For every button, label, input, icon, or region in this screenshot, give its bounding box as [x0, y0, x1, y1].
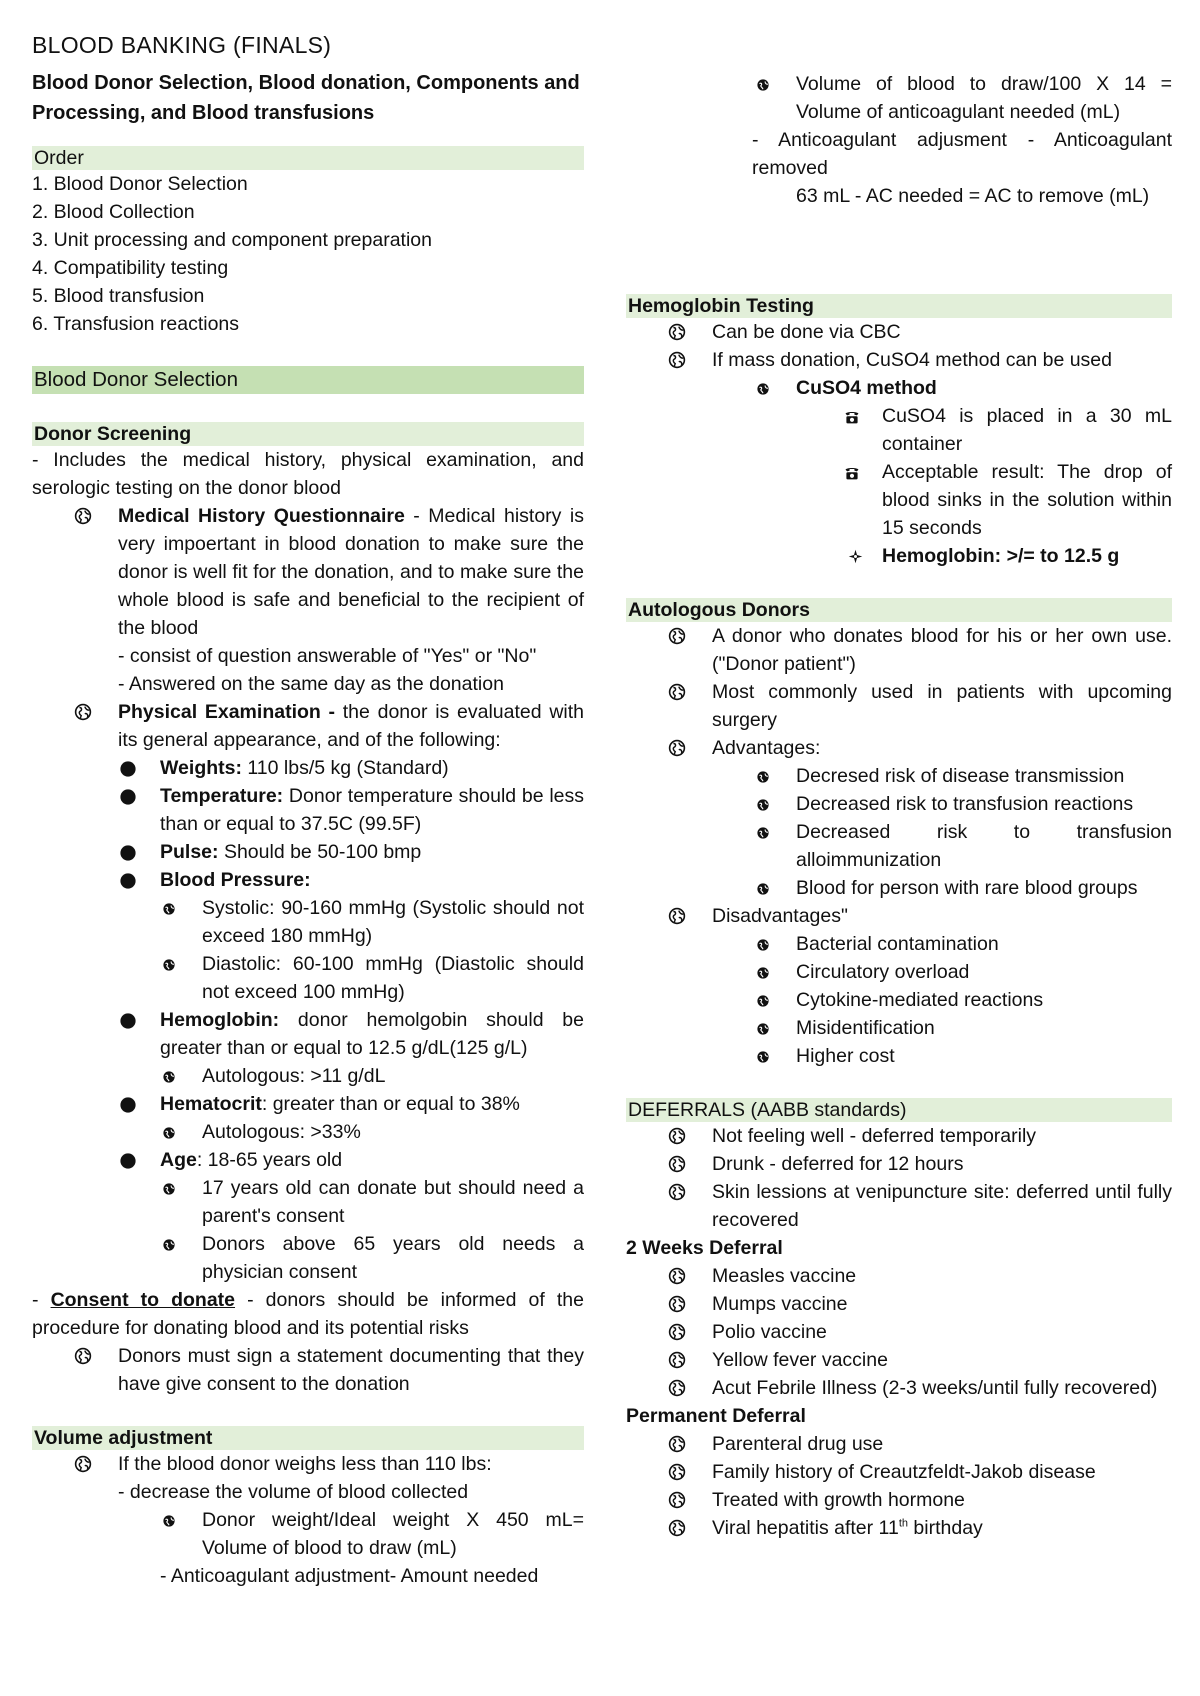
small-globe-icon — [756, 826, 770, 840]
hematocrit-autologous-text: Autologous: >33% — [202, 1121, 361, 1143]
globe-icon — [668, 739, 686, 757]
diastolic-item — [32, 950, 584, 1006]
advantage-item — [626, 790, 1172, 818]
deferral-item — [626, 1122, 1172, 1150]
small-globe-icon — [756, 882, 770, 896]
small-globe-icon — [162, 1238, 176, 1252]
diastolic-text: Diastolic: 60-100 mmHg (Diastolic should not exceed 100 mmHg) — [202, 953, 584, 1003]
autologous-text: Most commonly used in patients with upcoming surgery — [712, 681, 1172, 731]
advantage-item — [626, 818, 1172, 874]
permanent-deferral-item — [626, 1430, 1172, 1458]
two-week-deferral-item — [626, 1290, 1172, 1318]
volume-adjustment-note: - decrease the volume of blood collected — [118, 1481, 469, 1503]
cuso4-step-item — [626, 458, 1172, 542]
pulse-label: Pulse: — [160, 841, 219, 863]
advantage-item — [626, 762, 1172, 790]
small-globe-icon — [162, 1182, 176, 1196]
consent-text: - donors should be informed of the procedure for donating blood and its potential risks — [32, 1289, 584, 1339]
globe-icon — [668, 1295, 686, 1313]
blood-pressure-label: Blood Pressure: — [160, 869, 311, 891]
hemoglobin-autologous-item — [32, 1062, 584, 1090]
viral-hepatitis-text-end: birthday — [908, 1517, 983, 1539]
two-week-deferral-list — [626, 1262, 1172, 1402]
deferral-item — [626, 1178, 1172, 1234]
deferrals-heading: DEFERRALS (AABB standards) — [626, 1098, 1172, 1122]
anticoagulant-adjustment-line: - Anticoagulant adjustment- Amount needed — [160, 1565, 539, 1587]
hemoglobin-threshold-text: Hemoglobin: >/= to 12.5 g — [882, 545, 1120, 567]
globe-icon — [74, 703, 92, 721]
two-week-deferral-text: Mumps vaccine — [712, 1293, 848, 1315]
cuso4-step-text: CuSO4 is placed in a 30 mL container — [882, 405, 1172, 455]
weights-text: 110 lbs/5 kg (Standard) — [241, 757, 449, 779]
globe-icon — [668, 1127, 686, 1145]
two-week-deferral-item — [626, 1346, 1172, 1374]
permanent-deferral-list — [626, 1430, 1172, 1542]
globe-icon — [668, 351, 686, 369]
document-title: BLOOD BANKING (FINALS) — [32, 32, 332, 58]
document-subtitle: Blood Donor Selection, Blood donation, Components and Processing, and Blood transfusions — [32, 72, 580, 124]
disadvantages-item — [626, 902, 1172, 930]
anticoagulant-removed-line: - Anticoagulant adjusment - Anticoagulant removed — [752, 129, 1172, 179]
advantage-text: Decreased risk to transfusion alloimmunization — [796, 821, 1172, 871]
hematocrit-label: Hematocrit — [160, 1093, 262, 1115]
age-label: Age — [160, 1149, 197, 1171]
globe-icon — [668, 907, 686, 925]
filled-circle-icon — [120, 873, 136, 889]
two-week-deferral-text: Acut Febrile Illness (2-3 weeks/until fully recovered) — [712, 1377, 1158, 1399]
globe-icon — [668, 1183, 686, 1201]
systolic-item — [32, 894, 584, 950]
globe-icon — [668, 323, 686, 341]
disadvantage-text: Cytokine-mediated reactions — [796, 989, 1044, 1011]
globe-icon — [668, 627, 686, 645]
autologous-item — [626, 678, 1172, 734]
disadvantage-item — [626, 986, 1172, 1014]
deferral-text: Not feeling well - deferred temporarily — [712, 1125, 1037, 1147]
right-column — [626, 70, 1172, 1542]
small-globe-icon — [756, 938, 770, 952]
order-item: 5. Blood transfusion — [32, 285, 205, 307]
permanent-deferral-heading: Permanent Deferral — [626, 1405, 806, 1427]
cuso4-step-item — [626, 402, 1172, 458]
hemoglobin-testing-list — [626, 318, 1172, 570]
hemoglobin-testing-text: Can be done via CBC — [712, 321, 901, 343]
consent-sub-item — [32, 1342, 584, 1398]
order-item: 6. Transfusion reactions — [32, 313, 240, 335]
consent-dash: - — [32, 1289, 51, 1311]
volume-adjustment-text: If the blood donor weighs less than 110 lbs: — [118, 1453, 492, 1475]
hemoglobin-testing-heading: Hemoglobin Testing — [626, 294, 1172, 318]
two-week-deferral-text: Yellow fever vaccine — [712, 1349, 888, 1371]
hemoglobin-item — [32, 1006, 584, 1062]
small-globe-icon — [756, 770, 770, 784]
hemoglobin-testing-text: If mass donation, CuSO4 method can be used — [712, 349, 1112, 371]
weights-item — [32, 754, 584, 782]
medical-history-note: - consist of question answerable of "Yes" or "No" — [118, 645, 537, 667]
disadvantage-item — [626, 1042, 1172, 1070]
order-item: 4. Compatibility testing — [32, 257, 229, 279]
advantage-item — [626, 874, 1172, 902]
order-item: 2. Blood Collection — [32, 201, 195, 223]
small-globe-icon — [756, 78, 770, 92]
hemoglobin-text: donor hemolgobin should be greater than or equal to 12.5 g/dL(125 g/L) — [160, 1009, 584, 1059]
two-week-deferral-text: Measles vaccine — [712, 1265, 857, 1287]
order-list — [32, 170, 584, 338]
consent-label: Consent to donate — [50, 1289, 236, 1311]
globe-icon — [668, 1155, 686, 1173]
hemoglobin-label: Hemoglobin: — [160, 1009, 280, 1031]
globe-icon — [74, 1347, 92, 1365]
small-globe-icon — [756, 798, 770, 812]
cuso4-step-text: Acceptable result: The drop of blood sinks in the solution within 15 seconds — [882, 461, 1172, 539]
globe-icon — [74, 1455, 92, 1473]
filled-circle-icon — [120, 1153, 136, 1169]
weights-label: Weights: — [160, 757, 242, 779]
order-item: 1. Blood Donor Selection — [32, 173, 248, 195]
permanent-deferral-item — [626, 1486, 1172, 1514]
volume-adjustment-item — [32, 1450, 584, 1506]
autologous-list — [626, 622, 1172, 1070]
filled-circle-icon — [120, 1013, 136, 1029]
formula-text: Donor weight/Ideal weight X 450 mL= Volume of blood to draw (mL) — [202, 1509, 584, 1559]
small-globe-icon — [162, 1070, 176, 1084]
permanent-deferral-text: Family history of Creautzfeldt-Jakob disease — [712, 1461, 1096, 1483]
advantage-text: Decresed risk of disease transmission — [796, 765, 1125, 787]
disadvantage-item — [626, 1014, 1172, 1042]
small-globe-icon — [162, 1126, 176, 1140]
filled-circle-icon — [120, 789, 136, 805]
two-week-deferral-item — [626, 1318, 1172, 1346]
age-text: : 18-65 years old — [196, 1149, 343, 1171]
small-globe-icon — [756, 382, 770, 396]
formula-text: Volume of blood to draw/100 X 14 = Volume of anticoagulant needed (mL) — [796, 73, 1172, 123]
temperature-label: Temperature: — [160, 785, 284, 807]
globe-icon — [668, 1463, 686, 1481]
cuso4-method-label: CuSO4 method — [796, 377, 937, 399]
blood-donor-selection-heading: Blood Donor Selection — [32, 366, 584, 394]
permanent-deferral-item — [626, 1514, 1172, 1542]
small-globe-icon — [756, 1050, 770, 1064]
volume-adjustment-list — [32, 1450, 584, 1562]
deferrals-list — [626, 1122, 1172, 1234]
age-sub-text: Donors above 65 years old needs a physician consent — [202, 1233, 584, 1283]
hemoglobin-autologous-text: Autologous: >11 g/dL — [202, 1065, 386, 1087]
systolic-text: Systolic: 90-160 mmHg (Systolic should not exceed 180 mmHg) — [202, 897, 584, 947]
small-globe-icon — [162, 902, 176, 916]
four-point-star-icon — [848, 549, 863, 564]
small-globe-icon — [756, 1022, 770, 1036]
hemoglobin-threshold-item — [626, 542, 1172, 570]
consent-list — [32, 1342, 584, 1398]
order-heading: Order — [32, 146, 584, 170]
small-globe-icon — [756, 966, 770, 980]
volume-formula-list — [626, 70, 1172, 126]
advantages-label: Advantages: — [712, 737, 821, 759]
physical-exam-label: Physical Examination - — [118, 701, 336, 723]
autologous-text: A donor who donates blood for his or her own use. ("Donor patient") — [712, 625, 1172, 675]
physical-exam-text: the donor is evaluated with its general appearance, and of the following: — [118, 701, 584, 751]
globe-icon — [668, 1351, 686, 1369]
order-item: 3. Unit processing and component preparation — [32, 229, 432, 251]
disadvantage-text: Circulatory overload — [796, 961, 970, 983]
globe-icon — [668, 1379, 686, 1397]
medical-history-text: - Medical history is very impoertant in blood donation to make sure the donor is well fit for the donation, and to make sure the whole blood is safe and beneficial to the recipient of the blood — [118, 505, 584, 639]
physical-exam-item — [32, 698, 584, 754]
hematocrit-item — [32, 1090, 584, 1118]
medical-history-note: - Answered on the same day as the donation — [118, 673, 504, 695]
temperature-text: Donor temperature should be less than or equal to 37.5C (99.5F) — [160, 785, 584, 835]
hemoglobin-testing-item — [626, 346, 1172, 374]
two-week-deferral-text: Polio vaccine — [712, 1321, 827, 1343]
medical-history-item — [32, 502, 584, 698]
two-week-deferral-item — [626, 1262, 1172, 1290]
anticoagulant-remove-formula: 63 mL - AC needed = AC to remove (mL) — [796, 185, 1150, 207]
blood-pressure-item — [32, 866, 584, 894]
deferral-text: Drunk - deferred for 12 hours — [712, 1153, 964, 1175]
globe-icon — [668, 1491, 686, 1509]
filled-circle-icon — [120, 761, 136, 777]
globe-icon — [668, 1267, 686, 1285]
small-globe-icon — [162, 958, 176, 972]
globe-icon — [668, 1519, 686, 1537]
disadvantage-item — [626, 930, 1172, 958]
hematocrit-autologous-item — [32, 1118, 584, 1146]
telephone-icon — [844, 465, 860, 481]
filled-circle-icon — [120, 1097, 136, 1113]
globe-icon — [668, 1323, 686, 1341]
permanent-deferral-item — [626, 1458, 1172, 1486]
disadvantages-label: Disadvantages" — [712, 905, 848, 927]
hematocrit-text: : greater than or equal to 38% — [261, 1093, 520, 1115]
filled-circle-icon — [120, 845, 136, 861]
cuso4-method-item — [626, 374, 1172, 402]
disadvantage-text: Bacterial contamination — [796, 933, 999, 955]
ordinal-suffix: th — [898, 1517, 908, 1530]
disadvantage-text: Higher cost — [796, 1045, 895, 1067]
donor-screening-intro: - Includes the medical history, physical examination, and serologic testing on the donor blood — [32, 449, 584, 499]
consent-paragraph — [32, 1286, 584, 1342]
advantage-text: Blood for person with rare blood groups — [796, 877, 1138, 899]
small-globe-icon — [756, 994, 770, 1008]
two-week-deferral-item — [626, 1374, 1172, 1402]
temperature-item — [32, 782, 584, 838]
donor-screening-list — [32, 502, 584, 1286]
donor-screening-heading: Donor Screening — [32, 422, 584, 446]
deferral-text: Skin lessions at venipuncture site: deferred until fully recovered — [712, 1181, 1172, 1231]
disadvantage-item — [626, 958, 1172, 986]
autologous-donors-heading: Autologous Donors — [626, 598, 1172, 622]
advantages-item — [626, 734, 1172, 762]
volume-adjustment-heading: Volume adjustment — [32, 1426, 584, 1450]
autologous-item — [626, 622, 1172, 678]
small-globe-icon — [162, 1514, 176, 1528]
hemoglobin-testing-item — [626, 318, 1172, 346]
medical-history-label: Medical History Questionnaire — [118, 505, 405, 527]
disadvantage-text: Misidentification — [796, 1017, 935, 1039]
formula-item — [626, 70, 1172, 126]
left-column — [32, 28, 584, 1590]
globe-icon — [668, 683, 686, 701]
permanent-deferral-text: Treated with growth hormone — [712, 1489, 965, 1511]
consent-sub-text: Donors must sign a statement documenting that they have give consent to the donation — [118, 1345, 584, 1395]
pulse-item — [32, 838, 584, 866]
age-sub-item — [32, 1230, 584, 1286]
age-sub-item — [32, 1174, 584, 1230]
pulse-text: Should be 50-100 bmp — [218, 841, 422, 863]
advantage-text: Decreased risk to transfusion reactions — [796, 793, 1134, 815]
formula-item — [32, 1506, 584, 1562]
age-sub-text: 17 years old can donate but should need a parent's consent — [202, 1177, 584, 1227]
viral-hepatitis-text: Viral hepatitis after 11 — [712, 1517, 899, 1539]
two-week-deferral-heading: 2 Weeks Deferral — [626, 1237, 783, 1259]
globe-icon — [74, 507, 92, 525]
deferral-item — [626, 1150, 1172, 1178]
globe-icon — [668, 1435, 686, 1453]
telephone-icon — [844, 409, 860, 425]
permanent-deferral-text: Parenteral drug use — [712, 1433, 884, 1455]
age-item — [32, 1146, 584, 1174]
